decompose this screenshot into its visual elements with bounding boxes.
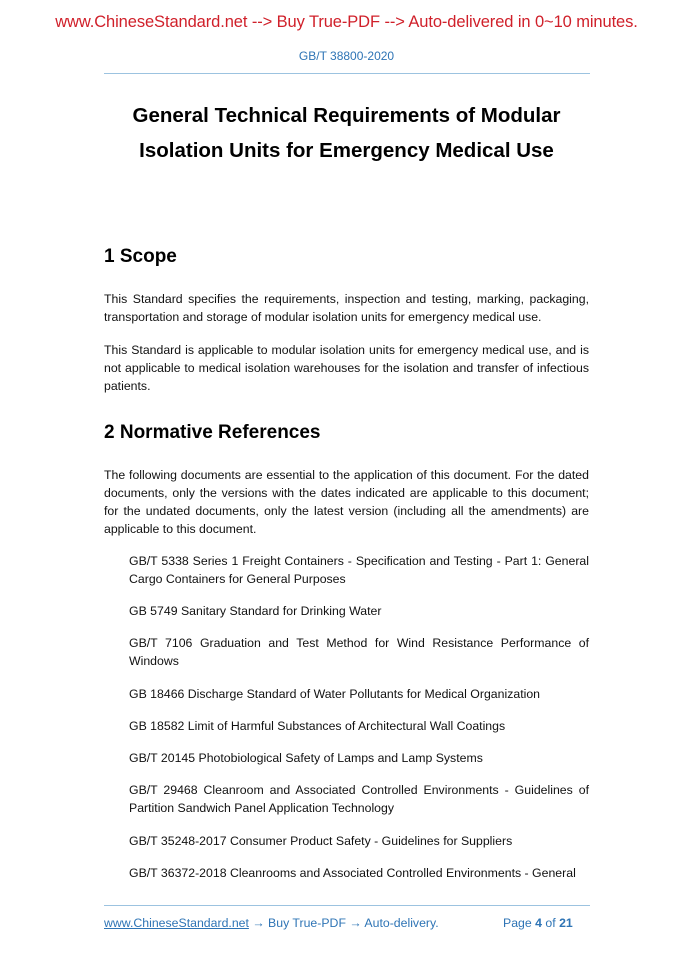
footer-divider <box>104 905 590 906</box>
page-indicator <box>503 916 573 930</box>
reference-item: GB/T 5338 Series 1 Freight Containers - Specification and Testing - Part 1: General Cargo Containers for General Purposes <box>129 554 589 586</box>
promo-banner[interactable]: www.ChineseStandard.net --> Buy True-PDF --> Auto-delivered in 0~10 minutes. <box>55 13 638 31</box>
title-line-1: General Technical Requirements of Modular <box>132 104 561 127</box>
reference-item: GB/T 20145 Photobiological Safety of Lamps and Lamp Systems <box>129 751 483 765</box>
reference-item: GB/T 35248-2017 Consumer Product Safety - Guidelines for Suppliers <box>129 834 513 848</box>
page-total: 21 <box>559 916 573 930</box>
footer-promo-text: → Buy True-PDF → Auto-delivery. <box>248 916 439 930</box>
reference-item: GB 18466 Discharge Standard of Water Pollutants for Medical Organization <box>129 687 541 701</box>
footer-site-link[interactable]: www.ChineseStandard.net <box>104 916 249 930</box>
scope-paragraph-2: This Standard is applicable to modular isolation units for emergency medical use, and is not applicable to medical isolation warehouses for the isolation and transfer of infectious patients. <box>104 343 589 393</box>
reference-item: GB/T 7106 Graduation and Test Method for Wind Resistance Performance of Windows <box>129 636 589 668</box>
normative-intro-paragraph: The following documents are essential to the application of this document. For the dated documents, only the versions with the dates indicated are applicable to this document; for the undated documents, only the latest version (including all the amendments) are applicable to this document. <box>104 468 589 536</box>
reference-item: GB/T 36372-2018 Cleanrooms and Associated Controlled Environments - General <box>129 866 576 880</box>
page-label: Page <box>503 916 532 930</box>
reference-item: GB/T 29468 Cleanroom and Associated Controlled Environments - Guidelines of Partition Sandwich Panel Application Technology <box>129 783 589 815</box>
title-line-2: Isolation Units for Emergency Medical Use <box>139 139 554 162</box>
header-divider <box>104 73 590 74</box>
reference-item: GB 18582 Limit of Harmful Substances of Architectural Wall Coatings <box>129 719 506 733</box>
reference-item: GB 5749 Sanitary Standard for Drinking Water <box>129 604 382 618</box>
standard-code-header: GB/T 38800-2020 <box>298 49 395 63</box>
scope-paragraph-1: This Standard specifies the requirements, inspection and testing, marking, packaging, transportation and storage of modular isolation units for emergency medical use. <box>104 292 589 324</box>
page-of-label: of <box>545 916 556 930</box>
section-heading-scope: 1 Scope <box>104 246 177 267</box>
footer-promo <box>104 916 439 930</box>
document-title <box>0 98 693 168</box>
page-current: 4 <box>535 916 542 930</box>
section-heading-normative-references: 2 Normative References <box>104 422 321 443</box>
